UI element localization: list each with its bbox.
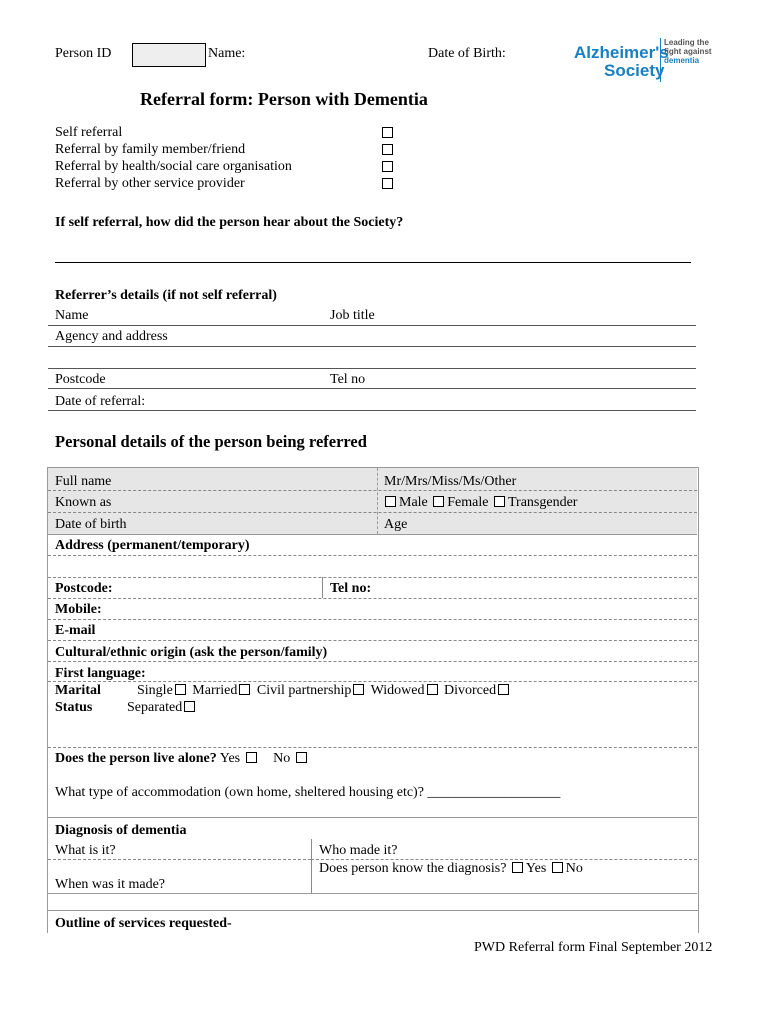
diagnosis-who-label: Who made it? xyxy=(319,843,398,858)
live-alone-no-checkbox[interactable] xyxy=(296,752,307,763)
personal-row-line xyxy=(48,619,697,620)
married-checkbox[interactable] xyxy=(239,684,250,695)
logo-line1: Alzheimer's xyxy=(574,43,669,62)
referral-type-family: Referral by family member/friend xyxy=(55,142,246,157)
separated-checkbox[interactable] xyxy=(184,701,195,712)
email-label: E-mail xyxy=(55,623,96,638)
single-label: Single xyxy=(137,683,173,698)
referrer-line-2 xyxy=(48,346,696,347)
referral-type-self: Self referral xyxy=(55,125,123,140)
personal-row-line xyxy=(48,661,697,662)
live-alone-no-label: No xyxy=(273,751,291,766)
live-alone-yes-label: Yes xyxy=(219,751,241,766)
logo-divider xyxy=(660,38,661,82)
logo-tag1: Leading the xyxy=(664,38,709,47)
referrer-postcode-label: Postcode xyxy=(55,372,106,387)
transgender-label: Transgender xyxy=(507,495,578,510)
logo-line2: Society xyxy=(604,61,665,80)
postcode-label: Postcode: xyxy=(55,581,113,596)
married-label: Married xyxy=(192,683,238,698)
separated-option xyxy=(127,700,198,716)
other-referral-checkbox[interactable] xyxy=(382,178,393,189)
diagnosis-knows-label: Does person know the diagnosis? xyxy=(319,861,507,876)
status-label: Status xyxy=(55,700,93,715)
diagnosis-bottom-line xyxy=(48,893,697,894)
personal-row-line xyxy=(48,577,697,578)
person-id-label: Person ID xyxy=(55,46,112,61)
personal-row-line xyxy=(48,598,697,599)
diagnosis-when-label: When was it made? xyxy=(55,877,166,892)
civil-partnership-checkbox[interactable] xyxy=(353,684,364,695)
marital-options xyxy=(137,683,512,699)
personal-row-line xyxy=(48,555,697,556)
marital-label: Marital xyxy=(55,683,101,698)
personal-col-divider xyxy=(377,468,378,534)
tel-label: Tel no: xyxy=(330,581,372,596)
diagnosis-what-label: What is it? xyxy=(55,843,116,858)
diagnosis-divider xyxy=(311,839,312,893)
person-id-field[interactable] xyxy=(132,43,206,67)
knows-no-checkbox[interactable] xyxy=(552,862,563,873)
full-name-label: Full name xyxy=(55,474,112,489)
dob-label: Date of Birth: xyxy=(428,46,506,61)
male-checkbox[interactable] xyxy=(385,496,396,507)
male-label: Male xyxy=(399,495,428,510)
separated-label: Separated xyxy=(127,700,183,715)
referral-date-label: Date of referral: xyxy=(55,394,146,409)
live-alone-question: Does the person live alone? xyxy=(55,751,217,766)
self-referral-checkbox[interactable] xyxy=(382,127,393,138)
referrer-tel-label: Tel no xyxy=(330,372,366,387)
transgender-checkbox[interactable] xyxy=(494,496,505,507)
personal-heading: Personal details of the person being referred xyxy=(55,432,367,451)
diagnosis-row-line xyxy=(48,859,311,860)
personal-row-line xyxy=(48,490,697,491)
personal-row-line xyxy=(48,512,697,513)
female-checkbox[interactable] xyxy=(433,496,444,507)
accommodation-question: What type of accommodation (own home, sheltered housing etc)? ___________________ xyxy=(55,785,561,800)
footer-text: PWD Referral form Final September 2012 xyxy=(474,940,713,955)
language-label: First language: xyxy=(55,666,146,681)
referrer-line-3 xyxy=(48,368,696,369)
cultural-label: Cultural/ethnic origin (ask the person/family) xyxy=(55,645,328,660)
diagnosis-row-line xyxy=(311,859,697,860)
knows-no-label: No xyxy=(565,861,583,876)
known-as-label: Known as xyxy=(55,495,112,510)
self-referral-answer-line[interactable] xyxy=(55,262,691,263)
female-label: Female xyxy=(447,495,489,510)
personal-row-line xyxy=(48,817,697,818)
live-alone-row xyxy=(55,751,310,767)
referrer-line-4 xyxy=(48,388,696,389)
services-label: Outline of services requested- xyxy=(55,916,232,931)
referrer-agency-label: Agency and address xyxy=(55,329,168,344)
widowed-checkbox[interactable] xyxy=(427,684,438,695)
gender-options xyxy=(383,495,577,511)
referrer-line-1 xyxy=(48,325,696,326)
referral-type-other: Referral by other service provider xyxy=(55,176,245,191)
widowed-label: Widowed xyxy=(370,683,425,698)
diagnosis-heading: Diagnosis of dementia xyxy=(55,823,187,838)
self-referral-question: If self referral, how did the person hear about the Society? xyxy=(55,215,404,230)
logo-tag3: dementia xyxy=(664,56,700,65)
health-referral-checkbox[interactable] xyxy=(382,161,393,172)
referral-type-health: Referral by health/social care organisation xyxy=(55,159,292,174)
divorced-checkbox[interactable] xyxy=(498,684,509,695)
logo-tag2: fight against xyxy=(664,47,712,56)
divorced-label: Divorced xyxy=(444,683,497,698)
alzheimers-society-logo xyxy=(574,36,714,86)
referrer-heading: Referrer’s details (if not self referral) xyxy=(55,288,277,303)
referrer-job-title-label: Job title xyxy=(330,308,375,323)
live-alone-yes-checkbox[interactable] xyxy=(246,752,257,763)
dob-field-label: Date of birth xyxy=(55,517,127,532)
knows-yes-label: Yes xyxy=(525,861,547,876)
personal-row-line xyxy=(48,640,697,641)
civil-partnership-label: Civil partnership xyxy=(256,683,352,698)
mobile-label: Mobile: xyxy=(55,602,102,617)
name-label: Name: xyxy=(208,46,246,61)
knows-yes-checkbox[interactable] xyxy=(512,862,523,873)
personal-row-line xyxy=(48,534,697,535)
diagnosis-knows-row xyxy=(319,861,583,877)
personal-shaded-area xyxy=(48,468,697,534)
single-checkbox[interactable] xyxy=(175,684,186,695)
referrer-name-label: Name xyxy=(55,308,89,323)
address-label: Address (permanent/temporary) xyxy=(55,538,250,553)
personal-row-line xyxy=(48,681,697,682)
age-label: Age xyxy=(384,517,408,532)
family-referral-checkbox[interactable] xyxy=(382,144,393,155)
page-title: Referral form: Person with Dementia xyxy=(140,89,428,109)
postcode-divider xyxy=(322,577,323,598)
personal-row-line xyxy=(48,747,697,748)
title-options-label: Mr/Mrs/Miss/Ms/Other xyxy=(384,474,517,489)
referrer-line-5 xyxy=(48,410,696,411)
